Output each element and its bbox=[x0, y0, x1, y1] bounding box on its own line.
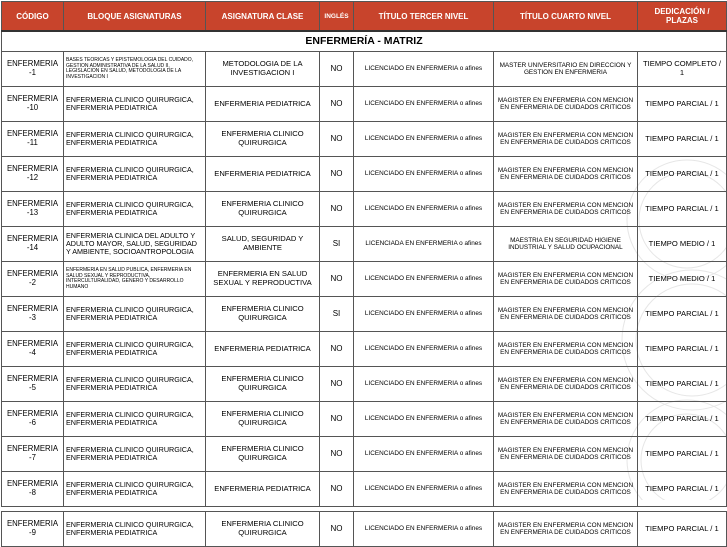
table-row bbox=[2, 332, 727, 367]
cell-dedicacion: TIEMPO PARCIAL / 1 bbox=[638, 367, 727, 402]
cell-cuarto-nivel: MAGISTER EN ENFERMERIA CON MENCION EN ENFERMERIA DE CUIDADOS CRITICOS bbox=[494, 437, 638, 472]
cell-tercer-nivel: LICENCIADO EN ENFERMERIA o afines bbox=[354, 52, 494, 87]
cell-bloque: ENFERMERIA CLINICO QUIRURGICA, ENFERMERIA PEDIATRICA bbox=[64, 157, 206, 192]
afines-suffix: o afines bbox=[459, 415, 483, 423]
cell-codigo: ENFERMERIA -6 bbox=[2, 402, 64, 437]
table-row bbox=[2, 87, 727, 122]
cell-ingles: NO bbox=[320, 332, 354, 367]
table-row bbox=[2, 512, 727, 547]
cell-clase: METODOLOGIA DE LA INVESTIGACION I bbox=[206, 52, 320, 87]
cell-ingles: SI bbox=[320, 227, 354, 262]
cell-ingles: NO bbox=[320, 402, 354, 437]
section-title: ENFERMERÍA - MATRIZ bbox=[2, 31, 727, 52]
cell-tercer-nivel: LICENCIADO EN ENFERMERIA o afines bbox=[354, 297, 494, 332]
cell-bloque: ENFERMERIA CLINICO QUIRURGICA, ENFERMERIA PEDIATRICA bbox=[64, 332, 206, 367]
cell-ingles: SI bbox=[320, 297, 354, 332]
cell-clase: ENFERMERIA CLINICO QUIRURGICA bbox=[206, 437, 320, 472]
cell-cuarto-nivel: MAGISTER EN ENFERMERIA CON MENCION EN ENFERMERIA DE CUIDADOS CRITICOS bbox=[494, 332, 638, 367]
cell-dedicacion: TIEMPO PARCIAL / 1 bbox=[638, 472, 727, 507]
cell-codigo: ENFERMERIA -1 bbox=[2, 52, 64, 87]
cell-ingles: NO bbox=[320, 52, 354, 87]
cell-clase: ENFERMERIA CLINICO QUIRURGICA bbox=[206, 192, 320, 227]
table-row bbox=[2, 262, 727, 297]
cell-bloque: ENFERMERIA CLINICO QUIRURGICA, ENFERMERIA PEDIATRICA bbox=[64, 402, 206, 437]
cell-dedicacion: TIEMPO PARCIAL / 1 bbox=[638, 512, 727, 547]
cell-dedicacion: TIEMPO PARCIAL / 1 bbox=[638, 437, 727, 472]
cell-tercer-nivel: LICENCIADO EN ENFERMERIA o afines bbox=[354, 472, 494, 507]
cell-codigo: ENFERMERIA -3 bbox=[2, 297, 64, 332]
afines-suffix: o afines bbox=[459, 380, 483, 388]
header-ingles: INGLÉS bbox=[320, 2, 354, 32]
cell-ingles: NO bbox=[320, 122, 354, 157]
cell-bloque: ENFERMERIA CLINICO QUIRURGICA, ENFERMERIA PEDIATRICA bbox=[64, 512, 206, 547]
cell-tercer-nivel: LICENCIADO EN ENFERMERIA o afines bbox=[354, 332, 494, 367]
cell-codigo: ENFERMERIA -5 bbox=[2, 367, 64, 402]
afines-suffix: o afines bbox=[459, 205, 483, 213]
header-dedicacion: DEDICACIÓN / PLAZAS bbox=[638, 2, 727, 32]
table-row bbox=[2, 192, 727, 227]
cell-cuarto-nivel: MAGISTER EN ENFERMERIA CON MENCION EN ENFERMERIA DE CUIDADOS CRITICOS bbox=[494, 87, 638, 122]
header-cuarto: TÍTULO CUARTO NIVEL bbox=[494, 2, 638, 32]
section-row bbox=[2, 31, 727, 52]
cell-bloque: ENFERMERIA CLINICO QUIRURGICA, ENFERMERIA PEDIATRICA bbox=[64, 472, 206, 507]
cell-cuarto-nivel: MAGISTER EN ENFERMERIA CON MENCION EN ENFERMERIA DE CUIDADOS CRITICOS bbox=[494, 512, 638, 547]
afines-suffix: o afines bbox=[459, 310, 483, 318]
cell-ingles: NO bbox=[320, 87, 354, 122]
afines-suffix: o afines bbox=[459, 135, 483, 143]
cell-bloque: ENFERMERIA CLINICO QUIRURGICA, ENFERMERIA PEDIATRICA bbox=[64, 297, 206, 332]
cell-codigo: ENFERMERIA -7 bbox=[2, 437, 64, 472]
cell-cuarto-nivel: MAGISTER EN ENFERMERIA CON MENCION EN ENFERMERIA DE CUIDADOS CRITICOS bbox=[494, 157, 638, 192]
cell-codigo: ENFERMERIA -14 bbox=[2, 227, 64, 262]
cell-clase: ENFERMERIA PEDIATRICA bbox=[206, 157, 320, 192]
cell-codigo: ENFERMERIA -11 bbox=[2, 122, 64, 157]
cell-clase: ENFERMERIA CLINICO QUIRURGICA bbox=[206, 367, 320, 402]
cell-clase: SALUD, SEGURIDAD Y AMBIENTE bbox=[206, 227, 320, 262]
cell-bloque: ENFERMERIA CLINICO QUIRURGICA, ENFERMERIA PEDIATRICA bbox=[64, 437, 206, 472]
table-row bbox=[2, 402, 727, 437]
cell-bloque: ENFERMERIA CLINICO QUIRURGICA, ENFERMERIA PEDIATRICA bbox=[64, 122, 206, 157]
cell-dedicacion: TIEMPO MEDIO / 1 bbox=[638, 262, 727, 297]
cell-bloque: ENFERMERIA CLINICO QUIRURGICA, ENFERMERIA PEDIATRICA bbox=[64, 87, 206, 122]
cell-cuarto-nivel: MAGISTER EN ENFERMERIA CON MENCION EN ENFERMERIA DE CUIDADOS CRITICOS bbox=[494, 367, 638, 402]
afines-suffix: o afines bbox=[459, 170, 483, 178]
afines-suffix: o afines bbox=[459, 100, 483, 108]
cell-clase: ENFERMERIA CLINICO QUIRURGICA bbox=[206, 122, 320, 157]
afines-suffix: o afines bbox=[459, 275, 483, 283]
cell-dedicacion: TIEMPO PARCIAL / 1 bbox=[638, 122, 727, 157]
afines-suffix: o afines bbox=[459, 345, 483, 353]
cell-tercer-nivel: LICENCIADO EN ENFERMERIA o afines bbox=[354, 512, 494, 547]
cell-dedicacion: TIEMPO PARCIAL / 1 bbox=[638, 402, 727, 437]
cell-cuarto-nivel: MASTER UNIVERSITARIO EN DIRECCION Y GESTION EN ENFERMERIA bbox=[494, 52, 638, 87]
cell-clase: ENFERMERIA CLINICO QUIRURGICA bbox=[206, 402, 320, 437]
cell-ingles: NO bbox=[320, 437, 354, 472]
cell-dedicacion: TIEMPO PARCIAL / 1 bbox=[638, 192, 727, 227]
cell-tercer-nivel: LICENCIADO EN ENFERMERIA o afines bbox=[354, 122, 494, 157]
cell-codigo: ENFERMERIA -12 bbox=[2, 157, 64, 192]
cell-bloque: ENFERMERIA CLINICO QUIRURGICA, ENFERMERIA PEDIATRICA bbox=[64, 367, 206, 402]
cell-tercer-nivel: LICENCIADO EN ENFERMERIA o afines bbox=[354, 402, 494, 437]
header-clase: ASIGNATURA CLASE bbox=[206, 2, 320, 32]
cell-cuarto-nivel: MAGISTER EN ENFERMERIA CON MENCION EN ENFERMERIA DE CUIDADOS CRITICOS bbox=[494, 472, 638, 507]
header-bloque: BLOQUE ASIGNATURAS bbox=[64, 2, 206, 32]
cell-ingles: NO bbox=[320, 367, 354, 402]
cell-bloque: BASES TEORICAS Y EPISTEMOLOGIA DEL CUIDADO, GESTION ADMINISTRATIVA DE LA SALUD II, LEGISLACION EN SALUD, METODOLOGIA DE LA INVESTIGACION I bbox=[64, 52, 206, 87]
cell-tercer-nivel: LICENCIADO EN ENFERMERIA o afines bbox=[354, 87, 494, 122]
cell-cuarto-nivel: MAGISTER EN ENFERMERIA CON MENCION EN ENFERMERIA DE CUIDADOS CRITICOS bbox=[494, 402, 638, 437]
cell-clase: ENFERMERIA EN SALUD SEXUAL Y REPRODUCTIVA bbox=[206, 262, 320, 297]
positions-table bbox=[1, 1, 727, 547]
cell-tercer-nivel: LICENCIADO EN ENFERMERIA o afines bbox=[354, 437, 494, 472]
cell-codigo: ENFERMERIA -13 bbox=[2, 192, 64, 227]
cell-ingles: NO bbox=[320, 157, 354, 192]
table-row bbox=[2, 437, 727, 472]
cell-cuarto-nivel: MAGISTER EN ENFERMERIA CON MENCION EN ENFERMERIA DE CUIDADOS CRITICOS bbox=[494, 122, 638, 157]
afines-suffix: o afines bbox=[459, 450, 483, 458]
cell-tercer-nivel: LICENCIADO EN ENFERMERIA o afines bbox=[354, 192, 494, 227]
table-row bbox=[2, 122, 727, 157]
cell-ingles: NO bbox=[320, 472, 354, 507]
cell-bloque: ENFERMERIA EN SALUD PUBLICA, ENFERMERIA EN SALUD SEXUAL Y REPRODUCTIVA, INTERCULTURALIDAD, GENERO Y DESARROLLO HUMANO bbox=[64, 262, 206, 297]
cell-ingles: NO bbox=[320, 192, 354, 227]
table-row bbox=[2, 227, 727, 262]
cell-ingles: NO bbox=[320, 262, 354, 297]
table-row bbox=[2, 157, 727, 192]
cell-dedicacion: TIEMPO COMPLETO / 1 bbox=[638, 52, 727, 87]
table-row bbox=[2, 472, 727, 507]
header-codigo: CÓDIGO bbox=[2, 2, 64, 32]
cell-bloque: ENFERMERIA CLINICO QUIRURGICA, ENFERMERIA PEDIATRICA bbox=[64, 192, 206, 227]
cell-tercer-nivel: LICENCIADO EN ENFERMERIA o afines bbox=[354, 367, 494, 402]
cell-clase: ENFERMERIA PEDIATRICA bbox=[206, 472, 320, 507]
afines-suffix: o afines bbox=[459, 240, 482, 248]
cell-ingles: NO bbox=[320, 512, 354, 547]
afines-suffix: o afines bbox=[459, 65, 483, 73]
table-row bbox=[2, 52, 727, 87]
cell-cuarto-nivel: MAGISTER EN ENFERMERIA CON MENCION EN ENFERMERIA DE CUIDADOS CRITICOS bbox=[494, 262, 638, 297]
cell-clase: ENFERMERIA PEDIATRICA bbox=[206, 332, 320, 367]
afines-suffix: o afines bbox=[459, 485, 483, 493]
cell-codigo: ENFERMERIA -8 bbox=[2, 472, 64, 507]
header-tercer: TÍTULO TERCER NIVEL bbox=[354, 2, 494, 32]
table-row bbox=[2, 367, 727, 402]
cell-codigo: ENFERMERIA -4 bbox=[2, 332, 64, 367]
cell-dedicacion: TIEMPO PARCIAL / 1 bbox=[638, 87, 727, 122]
cell-clase: ENFERMERIA CLINICO QUIRURGICA bbox=[206, 512, 320, 547]
cell-dedicacion: TIEMPO PARCIAL / 1 bbox=[638, 297, 727, 332]
cell-tercer-nivel: LICENCIADO EN ENFERMERIA o afines bbox=[354, 157, 494, 192]
cell-codigo: ENFERMERIA -10 bbox=[2, 87, 64, 122]
afines-suffix: o afines bbox=[459, 525, 483, 533]
cell-dedicacion: TIEMPO PARCIAL / 1 bbox=[638, 157, 727, 192]
cell-cuarto-nivel: MAESTRIA EN SEGURIDAD HIGIENE INDUSTRIAL Y SALUD OCUPACIONAL bbox=[494, 227, 638, 262]
cell-cuarto-nivel: MAGISTER EN ENFERMERIA CON MENCION EN ENFERMERIA DE CUIDADOS CRITICOS bbox=[494, 297, 638, 332]
cell-tercer-nivel: LICENCIADO EN ENFERMERIA o afines bbox=[354, 262, 494, 297]
cell-dedicacion: TIEMPO PARCIAL / 1 bbox=[638, 332, 727, 367]
cell-clase: ENFERMERIA CLINICO QUIRURGICA bbox=[206, 297, 320, 332]
header-row bbox=[2, 2, 727, 32]
cell-dedicacion: TIEMPO MEDIO / 1 bbox=[638, 227, 727, 262]
cell-codigo: ENFERMERIA -9 bbox=[2, 512, 64, 547]
cell-cuarto-nivel: MAGISTER EN ENFERMERIA CON MENCION EN ENFERMERIA DE CUIDADOS CRITICOS bbox=[494, 192, 638, 227]
cell-codigo: ENFERMERIA -2 bbox=[2, 262, 64, 297]
cell-tercer-nivel: LICENCIADA EN ENFERMERIA o afines bbox=[354, 227, 494, 262]
cell-bloque: ENFERMERIA CLINICA DEL ADULTO Y ADULTO MAYOR, SALUD, SEGURIDAD Y AMBIENTE, SOCIOANTROPOLOGIA bbox=[64, 227, 206, 262]
cell-clase: ENFERMERIA PEDIATRICA bbox=[206, 87, 320, 122]
table-row bbox=[2, 297, 727, 332]
